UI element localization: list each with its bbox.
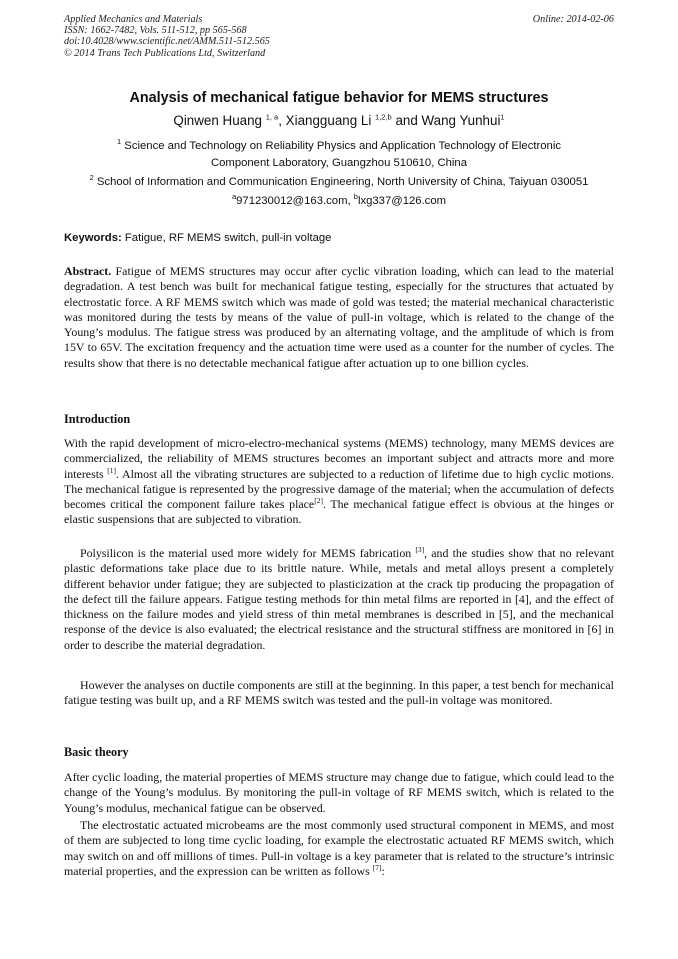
copyright-line: © 2014 Trans Tech Publications Ltd, Switzerland — [64, 47, 266, 59]
citation: [1] — [107, 465, 117, 475]
author-emails — [0, 192, 678, 207]
section-heading-introduction: Introduction — [64, 412, 131, 426]
author-name: , Xiangguang Li — [278, 113, 376, 128]
citation: [3] — [415, 545, 425, 555]
author-name: and Wang Yunhui — [391, 113, 501, 128]
basic-theory-paragraph-1: After cyclic loading, the material properties of MEMS structure may change due to fatigue, which could lead to the change of the Young’s modulus. By monitoring the pull-in voltage of RF MEMS switch, which is related to the Young’s modulus, mechanical fatigue can be observed. — [64, 770, 614, 815]
affiliation-marker: 1 — [117, 137, 122, 147]
paper-title: Analysis of mechanical fatigue behavior for MEMS structures — [129, 90, 549, 106]
abstract-label: Abstract. — [64, 264, 112, 278]
abstract-text: Fatigue of MEMS structures may occur after cyclic vibration loading, which can lead to the material degradation. A test bench was built for mechanical fatigue testing, especially for the structures that actuated by electrostatic force. A RF MEMS switch which was made of gold was tested; the material mechanical characteristic was monitored during the tests by means of the value of pull-in voltage, which is related to the change of the Young’s modulus. The fatigue stress was produced by an alternating voltage, and the amplitude of which is from 15V to 65V. The excitation frequency and the actuation time were used as a counter for the number of cycles. The results show that there is no detectable mechanical fatigue after actuation up to one billion cycles. — [64, 264, 614, 370]
journal-header — [64, 14, 270, 59]
paragraph-text: The electrostatic actuated microbeams are the most commonly used structural component in MEMS, and most of them are subjected to long time cyclic loading, for example the electrostatic actuated RF MEMS switch, which may switch on and off millions of times. Pull-in voltage is a key parameter that is related to the structure’s intrinsic material properties, and the expression can be written as follows — [64, 818, 614, 878]
paragraph-text: . The mechanical fatigue effect is obvious at the hinges or elastic suspensions that are subjected to vibration. — [64, 497, 614, 527]
keywords-label: Keywords: — [64, 232, 122, 244]
citation: [2] — [314, 496, 323, 506]
paragraph-text: : — [381, 863, 385, 878]
affiliation-marker: 2 — [89, 173, 94, 183]
author-list — [0, 113, 678, 128]
keywords — [64, 232, 331, 244]
author-affiliation-marker: 1 — [500, 112, 505, 122]
affiliation-text: Component Laboratory, Guangzhou 510610, China — [210, 156, 468, 169]
introduction-paragraph-3: However the analyses on ductile components are still at the beginning. In this paper, a test bench for mechanical fatigue testing was built up, and a RF MEMS switch was tested and the pull-in voltage was monitored. — [64, 678, 614, 708]
affiliation-2 — [64, 174, 614, 191]
author-name: Qinwen Huang — [173, 113, 266, 128]
email-marker: a — [231, 192, 237, 202]
basic-theory-paragraph-2 — [64, 818, 614, 879]
email-address: lxg337@126.com — [357, 195, 447, 207]
abstract — [64, 264, 614, 371]
issn-line: ISSN: 1662-7482, Vols. 511-512, pp 565-568 — [64, 25, 247, 37]
affiliation-text: Science and Technology on Reliability Physics and Application Technology of Electronic — [121, 140, 561, 152]
author-affiliation-marker: 1, a — [265, 112, 279, 122]
paragraph-text: With the rapid development of micro-electro-mechanical systems (MEMS) technology, many MEMS devices are commercialized, the reliability of MEMS structures becomes an important subject and attracts more and more interests — [64, 436, 614, 481]
journal-name: Applied Mechanics and Materials — [64, 14, 203, 25]
affiliation-1 — [64, 138, 614, 171]
author-affiliation-marker: 1,2,b — [375, 112, 392, 122]
paragraph-text: , and the studies show that no relevant plastic deformations take place due to its brittle nature. While, metals and metal alloys present a completely different behavior under fatigue; they are subjected to plasticization at the crack tip producing the propagation of the defect till the failure appears. Fatigue testing methods for thin metal films are reported in [4], and the effect of thickness on the failure modes and yield stress of thin metal membranes is described in [5], and the mechanical response of the device is also evaluated; the electrical resistance and the structural stiffness are monitored in [6] in order to describe the material degradation. — [64, 546, 614, 652]
introduction-paragraph-2 — [64, 546, 614, 653]
online-date: Online: 2014-02-06 — [532, 14, 614, 25]
paragraph-text: . Almost all the vibrating structures are subjected to a reduction of lifetime due to high cyclic motions. The mechanical fatigue is represented by the progressive damage of the material; when the accumulation of defects becomes critical the component failure takes place — [64, 466, 614, 512]
citation: [7] — [372, 862, 382, 872]
introduction-paragraph-1 — [64, 436, 614, 528]
doi-line: doi:10.4028/www.scientific.net/AMM.511-512.565 — [64, 36, 270, 48]
affiliation-text: School of Information and Communication Engineering, North University of China, Taiyuan 030051 — [93, 176, 589, 188]
email-address: 971230012@163.com, — [236, 195, 354, 207]
section-heading-basic-theory: Basic theory — [64, 745, 129, 759]
paragraph-text: Polysilicon is the material used more widely for MEMS fabrication — [80, 546, 416, 560]
email-marker: b — [353, 192, 358, 202]
keywords-text: Fatigue, RF MEMS switch, pull-in voltage — [121, 232, 332, 244]
